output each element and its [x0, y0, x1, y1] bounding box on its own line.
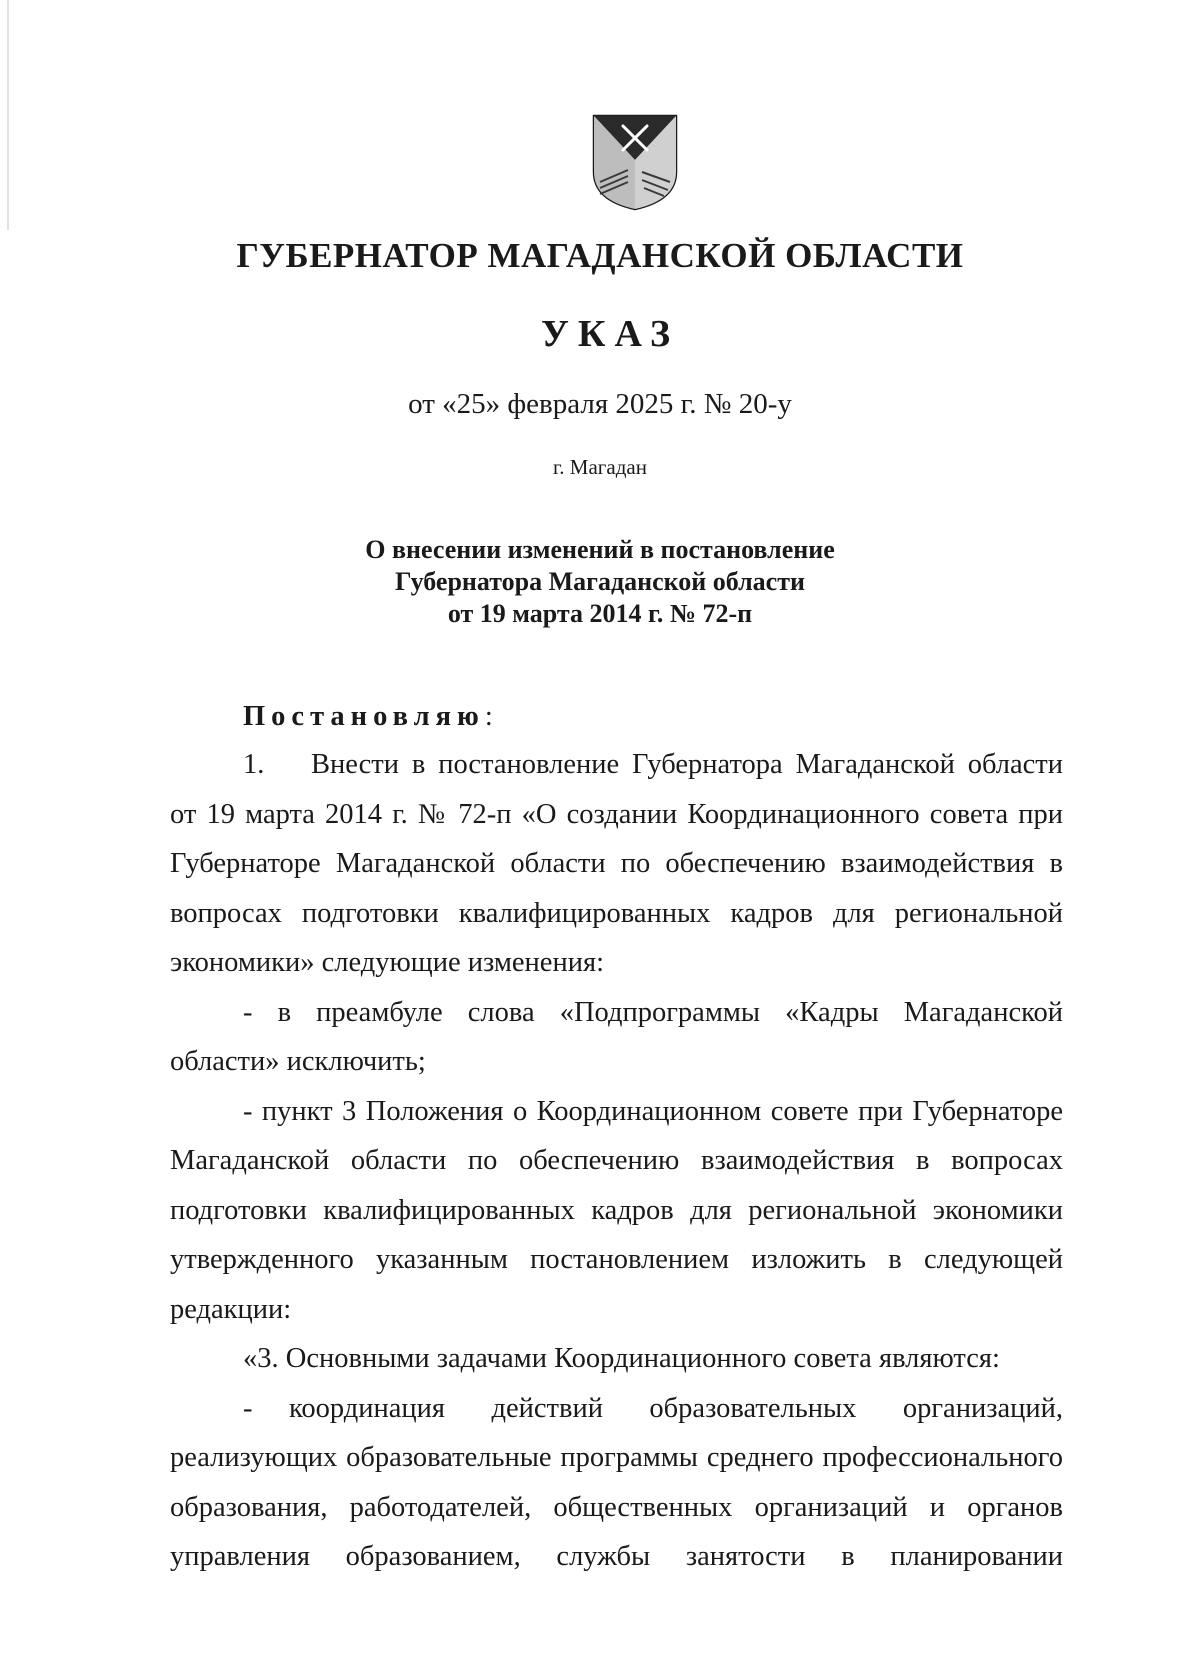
task-first-line	[170, 1384, 1063, 1434]
coat-of-arms-icon	[590, 112, 680, 212]
item-text: Внести в постановление Губернатора Магаданской области от 19 марта 2014 г. № 72-п «О создании Координационного совета при Губернаторе Магаданской области по обеспечению взаимодействия в вопросах подготовки квалифицированных кадров для региональной экономики» следующие изменения:	[170, 749, 1063, 978]
change-paragraph: - пункт 3 Положения о Координационном совете при Губернаторе Магаданской области по обеспечению взаимодействия в вопросах подготовки квалифицированных кадров для региональной экономики утвержденного указанным постановлением изложить в следующей редакции:	[170, 1095, 1063, 1325]
document-city: г. Магадан	[553, 455, 647, 479]
resolve-word: Постановляю	[243, 701, 485, 732]
task-continuation: реализующих образовательные программы среднего профессионального образования, работодателей, общественных организаций и органов управления образованием, службы занятости в планировании	[170, 1442, 1063, 1572]
task-first-text: координация действий образовательных организаций,	[289, 1392, 1063, 1424]
authority-title: ГУБЕРНАТОР МАГАДАНСКОЙ ОБЛАСТИ	[236, 236, 964, 275]
subject-line: О внесении изменений в постановление	[365, 535, 835, 564]
change-paragraph: - в преамбуле слова «Подпрограммы «Кадры Магаданской области» исключить;	[170, 996, 1063, 1077]
item-1-paragraph	[170, 740, 1063, 988]
task-dash: -	[243, 1392, 253, 1424]
subject-line: от 19 марта 2014 г. № 72-п	[447, 599, 753, 628]
resolve-line	[170, 692, 1063, 742]
document-subject	[0, 534, 1200, 630]
document-body	[170, 740, 1063, 1582]
quote-intro-paragraph: «3. Основными задачами Координационного совета являются:	[243, 1343, 1000, 1374]
document-type: УКАЗ	[541, 313, 679, 355]
subject-line: Губернатора Магаданской области	[395, 567, 805, 596]
resolve-colon: :	[484, 701, 493, 732]
item-number: 1.	[243, 749, 265, 780]
scan-edge-mark	[7, 0, 9, 230]
document-date-number: от «25» февраля 2025 г. № 20-у	[408, 388, 792, 420]
